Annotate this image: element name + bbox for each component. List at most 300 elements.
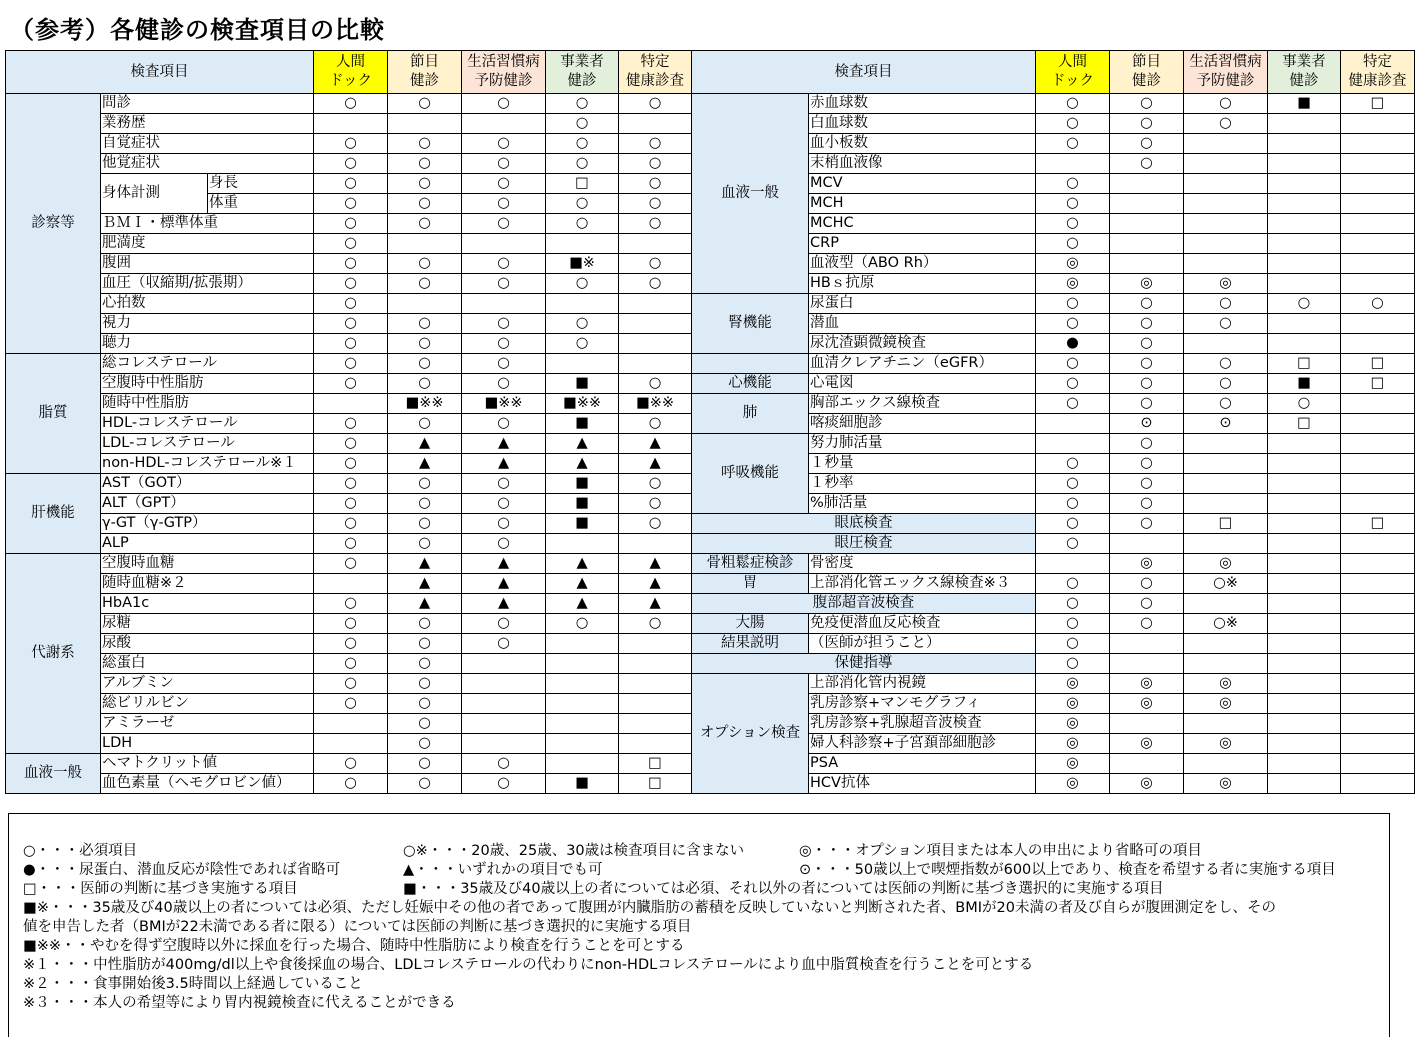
value-cell: ○ [388, 94, 462, 114]
value-cell [1036, 154, 1110, 174]
value-cell: ○ [1036, 114, 1110, 134]
item-label: 心拍数 [101, 294, 314, 314]
header-line1: 特定 [640, 54, 670, 70]
item-label: 心電図 [809, 374, 1036, 394]
value-cell [1341, 474, 1415, 494]
value-cell: ○ [314, 634, 388, 654]
value-cell [462, 714, 546, 734]
value-cell [1184, 254, 1268, 274]
value-cell: ○ [1110, 394, 1184, 414]
header-row [692, 51, 1415, 94]
value-cell: ○ [1036, 654, 1110, 674]
value-cell [1110, 634, 1184, 654]
value-cell: ○ [1036, 174, 1110, 194]
legend-note1: ※１・・・中性脂肪が400mg/dl以上や食後採血の場合、LDLコレステロールの代わりにnon-HDLコレステロールにより血中脂質検査を行うことを可とする [23, 957, 1034, 973]
value-cell: ○ [388, 514, 462, 534]
value-cell: ■ [546, 514, 619, 534]
value-cell: ○ [1110, 454, 1184, 474]
item-label: 尿糖 [101, 614, 314, 634]
item-label: 業務歴 [101, 114, 314, 134]
table-row [6, 554, 692, 574]
legend-age35: ■・・・35歳及び40歳以上の者については必須、それ以外の者については医師の判断に基づき選択的に実施する項目 [403, 881, 1164, 897]
value-cell [546, 294, 619, 314]
value-cell [1036, 434, 1110, 454]
table-row [6, 274, 692, 294]
value-cell: ○ [546, 154, 619, 174]
value-cell [619, 534, 692, 554]
value-cell [462, 114, 546, 134]
value-cell: ▲ [619, 594, 692, 614]
value-cell: ○ [462, 754, 546, 774]
table-row [6, 474, 692, 494]
value-cell: ○ [1110, 114, 1184, 134]
value-cell [1184, 654, 1268, 674]
value-cell [546, 674, 619, 694]
value-cell: ○ [462, 154, 546, 174]
legend-triglyceride: ■※※・・やむを得ず空腹時以外に採血を行った場合、随時中性脂肪により検査を行うことを可とする [23, 938, 685, 954]
value-cell [1268, 514, 1341, 534]
category-label: 呼吸機能 [692, 434, 809, 514]
value-cell: ○ [388, 134, 462, 154]
value-cell: ○ [1036, 514, 1110, 534]
legend-doctor: □・・・医師の判断に基づき実施する項目 [23, 881, 298, 897]
value-cell [462, 734, 546, 754]
value-cell [1341, 134, 1415, 154]
value-cell: ○ [314, 674, 388, 694]
item-label: HBｓ抗原 [809, 274, 1036, 294]
item-label: 努力肺活量 [809, 434, 1036, 454]
value-cell: ○ [462, 374, 546, 394]
value-cell [1341, 334, 1415, 354]
value-cell: ○ [1036, 94, 1110, 114]
value-cell: ○ [1036, 314, 1110, 334]
value-cell: ○ [462, 94, 546, 114]
value-cell: □ [1341, 354, 1415, 374]
item-label: 総ビリルビン [101, 694, 314, 714]
table-row [6, 654, 692, 674]
category-label: 診察等 [6, 94, 101, 354]
legend-required-age: ○※・・・20歳、25歳、30歳は検査項目に含まない [403, 843, 745, 859]
value-cell [546, 714, 619, 734]
value-cell: ○ [314, 354, 388, 374]
table-row [6, 234, 692, 254]
value-cell: ◎ [1110, 694, 1184, 714]
value-cell: ○ [462, 614, 546, 634]
value-cell [1341, 534, 1415, 554]
legend-waist-cont: 値を申告した者（BMIが22未満である者に限る）については医師の判断に基づき選択的に実施する項目 [23, 919, 692, 935]
item-label: HCV抗体 [809, 774, 1036, 794]
header-line1: 節目 [410, 54, 440, 70]
value-cell [388, 234, 462, 254]
value-cell: ◎ [1036, 694, 1110, 714]
item-label: 随時中性脂肪 [101, 394, 314, 414]
value-cell: ○ [1036, 394, 1110, 414]
item-label: MCHC [809, 214, 1036, 234]
section-label: 眼圧検査 [692, 534, 1036, 554]
category-label: 心機能 [692, 374, 809, 394]
header-line2: 健診 [567, 73, 597, 89]
item-label: 血圧（収縮期/拡張期） [101, 274, 314, 294]
value-cell: ○ [1184, 374, 1268, 394]
item-label: 血清クレアチニン（eGFR） [809, 354, 1036, 374]
value-cell [619, 634, 692, 654]
table-row [6, 634, 692, 654]
value-cell [1268, 114, 1341, 134]
value-cell: ○ [546, 94, 619, 114]
item-label: 喀痰細胞診 [809, 414, 1036, 434]
value-cell: ○ [619, 94, 692, 114]
table-row [6, 774, 692, 794]
value-cell [1341, 174, 1415, 194]
value-cell: ■※※ [619, 394, 692, 414]
header-line1: 生活習慣病 [1189, 54, 1262, 70]
value-cell: ○ [388, 734, 462, 754]
value-cell: ○ [462, 314, 546, 334]
value-cell [1184, 194, 1268, 214]
value-cell: ○ [388, 314, 462, 334]
category-label: 結果説明 [692, 634, 809, 654]
item-label: 聴力 [101, 334, 314, 354]
item-label: γ-GT（γ-GTP） [101, 514, 314, 534]
value-cell: ○ [462, 194, 546, 214]
category-label: 腎機能 [692, 294, 809, 354]
legend-note3: ※３・・・本人の希望等により胃内視鏡検査に代えることができる [23, 995, 456, 1011]
item-label: ＢＭＩ・標準体重 [101, 214, 314, 234]
table-row [6, 214, 692, 234]
table-row [6, 594, 692, 614]
value-cell: ⊙ [1110, 414, 1184, 434]
value-cell [1110, 214, 1184, 234]
item-label: 他覚症状 [101, 154, 314, 174]
value-cell: ○ [388, 154, 462, 174]
header-col [388, 51, 462, 94]
item-label: non-HDL-コレステロール※１ [101, 454, 314, 474]
value-cell: ○ [314, 274, 388, 294]
value-cell: □ [1268, 414, 1341, 434]
value-cell [1268, 234, 1341, 254]
value-cell [1268, 674, 1341, 694]
value-cell: □ [1184, 514, 1268, 534]
value-cell: □ [1341, 374, 1415, 394]
value-cell: ◎ [1110, 774, 1184, 794]
value-cell: ■ [546, 414, 619, 434]
table-row [6, 714, 692, 734]
header-line1: 生活習慣病 [467, 54, 540, 70]
value-cell [619, 354, 692, 374]
page-title: （参考）各健診の検査項目の比較 [10, 16, 385, 44]
item-label: アミラーゼ [101, 714, 314, 734]
value-cell: ■※※ [546, 394, 619, 414]
value-cell: ○ [1110, 494, 1184, 514]
value-cell: ○ [388, 354, 462, 374]
value-cell: ○ [388, 774, 462, 794]
value-cell: ◎ [1184, 694, 1268, 714]
value-cell [1268, 454, 1341, 474]
value-cell [619, 674, 692, 694]
value-cell: ○ [1110, 94, 1184, 114]
table-row [6, 334, 692, 354]
section-label: 保健指導 [692, 654, 1036, 674]
value-cell [1268, 714, 1341, 734]
value-cell [1184, 154, 1268, 174]
value-cell: □ [619, 754, 692, 774]
value-cell: ○ [314, 94, 388, 114]
right-comparison-table [691, 50, 1415, 794]
table-row [692, 354, 1415, 374]
table-row [692, 534, 1415, 554]
value-cell: ○ [388, 534, 462, 554]
value-cell [546, 754, 619, 774]
value-cell [546, 234, 619, 254]
value-cell [1341, 314, 1415, 334]
value-cell: ○ [388, 334, 462, 354]
table-row [6, 154, 692, 174]
value-cell [1268, 134, 1341, 154]
legend-required: ○・・・必須項目 [23, 843, 138, 859]
item-label: 腹囲 [101, 254, 314, 274]
value-cell: ▲ [388, 434, 462, 454]
header-col [1184, 51, 1268, 94]
value-cell [1268, 554, 1341, 574]
value-cell: ○ [462, 514, 546, 534]
table-row [692, 394, 1415, 414]
value-cell [1036, 414, 1110, 434]
table-row [692, 594, 1415, 614]
value-cell: ○ [314, 474, 388, 494]
value-cell [1341, 114, 1415, 134]
value-cell [1341, 734, 1415, 754]
header-col [1036, 51, 1110, 94]
value-cell [619, 294, 692, 314]
item-label: 体重 [208, 194, 314, 214]
header-line1: 特定 [1363, 54, 1392, 70]
value-cell: ○ [388, 494, 462, 514]
value-cell: ○ [388, 214, 462, 234]
value-cell: ○ [314, 134, 388, 154]
value-cell: ○ [388, 634, 462, 654]
value-cell [1184, 634, 1268, 654]
value-cell [1341, 274, 1415, 294]
header-line1: 節目 [1132, 54, 1161, 70]
value-cell [619, 654, 692, 674]
header-col [1268, 51, 1341, 94]
value-cell: ○ [462, 534, 546, 554]
value-cell: ○ [1110, 294, 1184, 314]
item-label: 婦人科診察+子宮頚部細胞診 [809, 734, 1036, 754]
value-cell: ○ [314, 534, 388, 554]
value-cell: ■ [546, 374, 619, 394]
header-col [314, 51, 388, 94]
value-cell: ○ [1184, 114, 1268, 134]
value-cell [1110, 234, 1184, 254]
value-cell: ○ [314, 314, 388, 334]
table-row [6, 254, 692, 274]
value-cell [1341, 754, 1415, 774]
value-cell: ○ [619, 134, 692, 154]
item-label: 乳房診察+乳腺超音波検査 [809, 714, 1036, 734]
value-cell: ◎ [1110, 274, 1184, 294]
header-item: 検査項目 [692, 51, 1036, 94]
value-cell: ○ [546, 274, 619, 294]
item-label: 身長 [208, 174, 314, 194]
legend-omittable: ●・・・尿蛋白、潜血反応が陰性であれば省略可 [23, 862, 341, 878]
value-cell: ○ [314, 414, 388, 434]
value-cell [314, 394, 388, 414]
value-cell: ◎ [1110, 554, 1184, 574]
value-cell [1268, 534, 1341, 554]
value-cell: ◎ [1036, 734, 1110, 754]
value-cell: ○ [619, 514, 692, 534]
item-label: 赤血球数 [809, 94, 1036, 114]
item-label: １秒量 [809, 454, 1036, 474]
value-cell [1341, 494, 1415, 514]
value-cell: ○ [462, 494, 546, 514]
table-row [692, 574, 1415, 594]
table-row [6, 94, 692, 114]
item-label: 空腹時血糖 [101, 554, 314, 574]
value-cell: ○ [314, 514, 388, 534]
header-line2: 予防健診 [1196, 73, 1255, 89]
value-cell: ○ [546, 314, 619, 334]
value-cell [1341, 434, 1415, 454]
value-cell: ○ [314, 254, 388, 274]
value-cell: ○ [1110, 434, 1184, 454]
item-label: 潜血 [809, 314, 1036, 334]
value-cell [1110, 714, 1184, 734]
header-line2: 健康診査 [626, 73, 685, 89]
value-cell [1268, 274, 1341, 294]
item-label: 上部消化管内視鏡 [809, 674, 1036, 694]
item-label: ヘマトクリット値 [101, 754, 314, 774]
header-line2: 健診 [410, 73, 440, 89]
table-row [6, 674, 692, 694]
table-row [6, 134, 692, 154]
value-cell [1184, 754, 1268, 774]
table-row [692, 634, 1415, 654]
value-cell [1110, 174, 1184, 194]
table-row [692, 554, 1415, 574]
value-cell [1341, 414, 1415, 434]
value-cell [1184, 334, 1268, 354]
item-label: LDL-コレステロール [101, 434, 314, 454]
value-cell: ○ [314, 754, 388, 774]
value-cell: ○ [1036, 574, 1110, 594]
value-cell [1341, 454, 1415, 474]
value-cell: ○ [619, 174, 692, 194]
value-cell [619, 334, 692, 354]
value-cell: ◎ [1184, 274, 1268, 294]
value-cell: ◎ [1184, 674, 1268, 694]
value-cell: ◎ [1036, 754, 1110, 774]
value-cell: ○ [314, 334, 388, 354]
value-cell: ◎ [1036, 254, 1110, 274]
value-cell: ○ [1110, 594, 1184, 614]
value-cell: ○ [1184, 314, 1268, 334]
value-cell [1184, 234, 1268, 254]
value-cell: ▲ [546, 554, 619, 574]
table-row [6, 314, 692, 334]
table-row [6, 294, 692, 314]
value-cell: ○ [314, 234, 388, 254]
value-cell: ○ [619, 254, 692, 274]
value-cell: □ [546, 174, 619, 194]
value-cell [1268, 694, 1341, 714]
value-cell: □ [1341, 94, 1415, 114]
item-label: 問診 [101, 94, 314, 114]
value-cell [1268, 214, 1341, 234]
value-cell: ○ [388, 714, 462, 734]
item-label: （医師が担うこと） [809, 634, 1036, 654]
header-col [1341, 51, 1415, 94]
value-cell [1268, 774, 1341, 794]
item-label: 末梢血液像 [809, 154, 1036, 174]
value-cell: ▲ [619, 554, 692, 574]
value-cell: ○ [1110, 474, 1184, 494]
value-cell [1184, 714, 1268, 734]
value-cell: ◎ [1036, 774, 1110, 794]
item-label: 尿酸 [101, 634, 314, 654]
item-label: MCH [809, 194, 1036, 214]
value-cell: ○ [314, 614, 388, 634]
legend-optional: ◎・・・オプション項目または本人の申出により省略可の項目 [799, 843, 1202, 859]
item-label: 肥満度 [101, 234, 314, 254]
value-cell: □ [1268, 354, 1341, 374]
value-cell: ■※ [546, 254, 619, 274]
value-cell [1341, 674, 1415, 694]
item-label: %肺活量 [809, 494, 1036, 514]
value-cell: ○ [1036, 474, 1110, 494]
item-label: HbA1c [101, 594, 314, 614]
item-label: 上部消化管エックス線検査※３ [809, 574, 1036, 594]
value-cell [1268, 334, 1341, 354]
value-cell [388, 294, 462, 314]
value-cell [619, 234, 692, 254]
value-cell: ▲ [388, 454, 462, 474]
value-cell [1341, 254, 1415, 274]
table-row [6, 454, 692, 474]
header-row [6, 51, 692, 94]
value-cell: ○ [388, 674, 462, 694]
legend-waist: ■※・・・35歳及び40歳以上の者については必須、ただし妊娠中その他の者であって腹囲が内臓脂肪の蓄積を反映していないと判断された者、BMIが20未満の者及び自らが腹囲測定をし、その [23, 900, 1276, 916]
value-cell [1184, 174, 1268, 194]
value-cell: ○ [619, 494, 692, 514]
value-cell: ○ [1268, 394, 1341, 414]
value-cell [1341, 154, 1415, 174]
value-cell: ■ [546, 774, 619, 794]
value-cell: ○ [388, 414, 462, 434]
value-cell: ○ [1036, 494, 1110, 514]
category-label: 代謝系 [6, 554, 101, 754]
value-cell [619, 314, 692, 334]
table-row [692, 614, 1415, 634]
value-cell [1268, 314, 1341, 334]
value-cell: ○ [462, 134, 546, 154]
table-row [692, 654, 1415, 674]
value-cell: ▲ [546, 594, 619, 614]
value-cell: ○ [314, 694, 388, 714]
value-cell: ○ [1184, 94, 1268, 114]
value-cell: ◎ [1110, 674, 1184, 694]
value-cell: ● [1036, 334, 1110, 354]
item-label: 乳房診察+マンモグラフィ [809, 694, 1036, 714]
value-cell: ○ [1036, 594, 1110, 614]
value-cell: ○※ [1184, 614, 1268, 634]
item-label: 血液型（ABO Rh） [809, 254, 1036, 274]
table-row [692, 674, 1415, 694]
value-cell [1341, 614, 1415, 634]
value-cell: ▲ [546, 574, 619, 594]
legend-smoking: ⊙・・・50歳以上で喫煙指数が600以上であり、検査を希望する者に実施する項目 [799, 862, 1336, 878]
